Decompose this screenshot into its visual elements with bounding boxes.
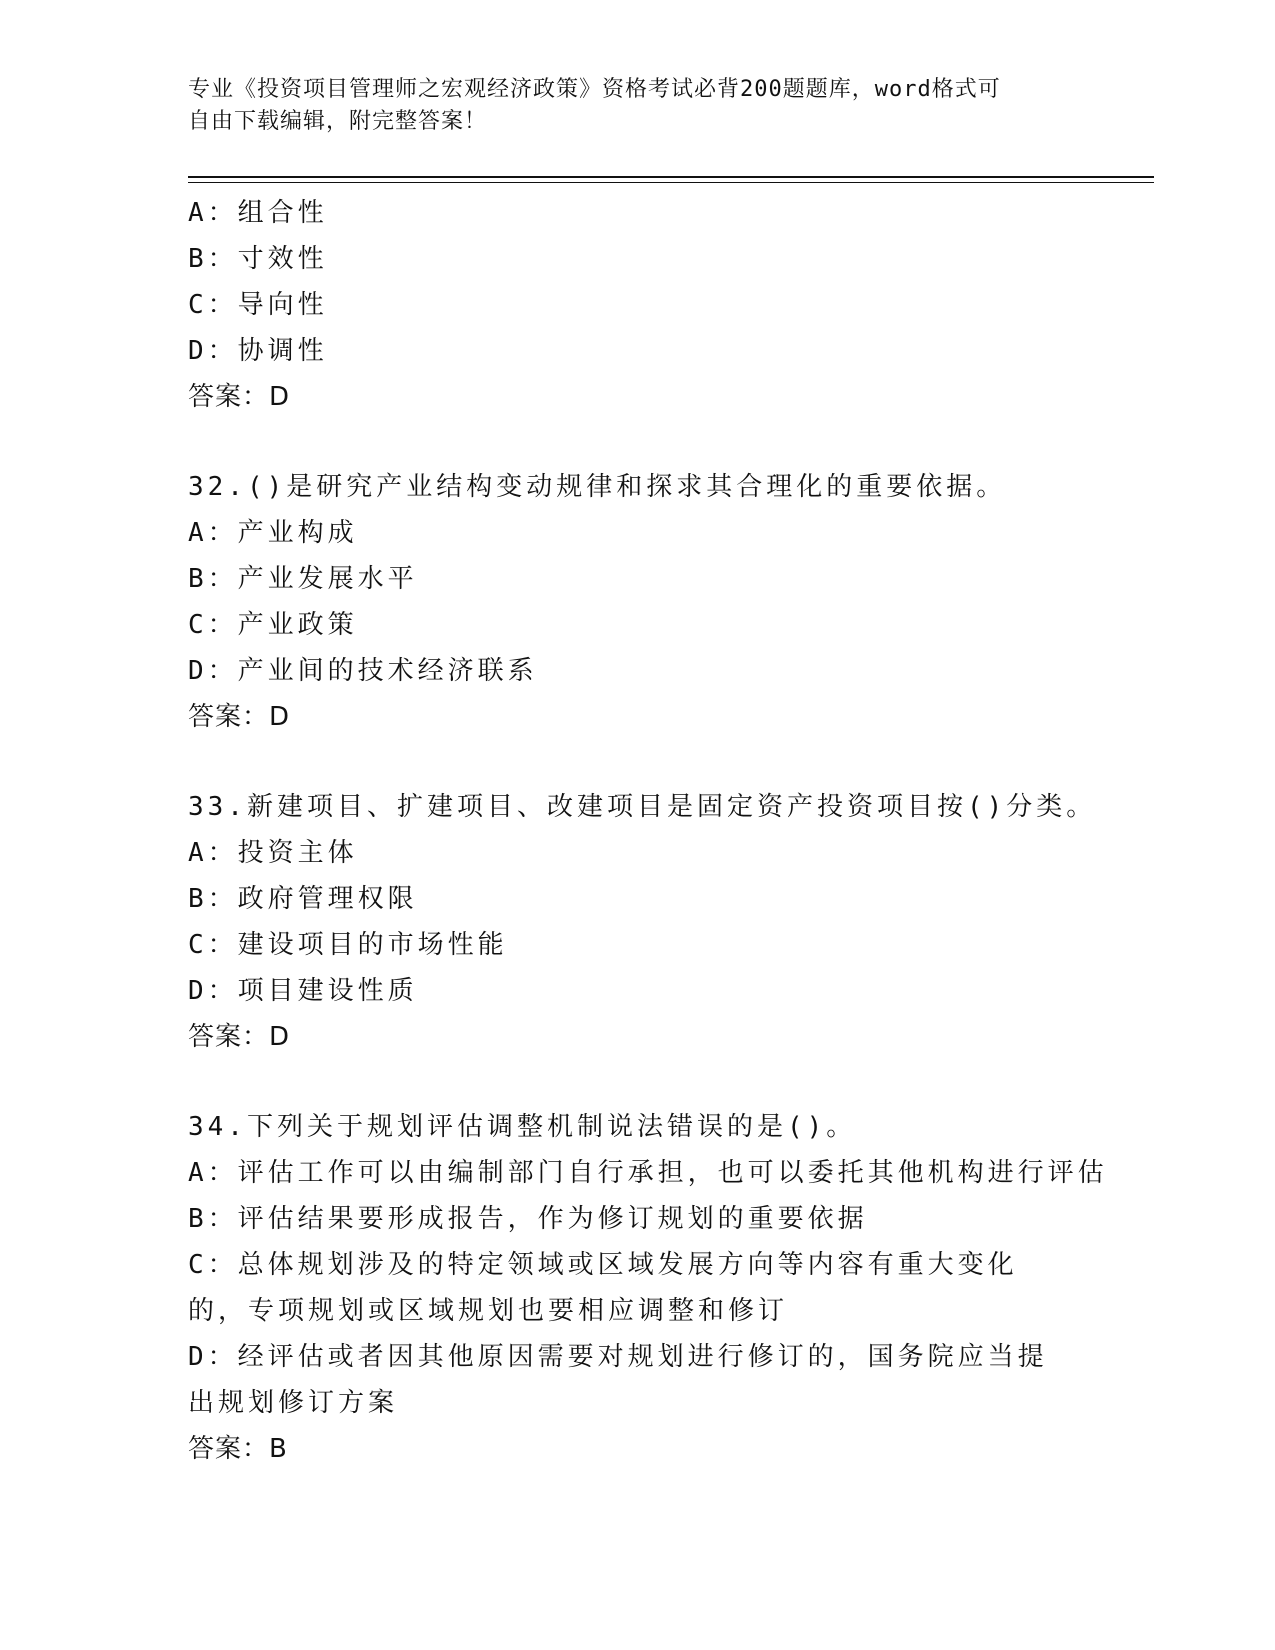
question-33	[188, 784, 1097, 1060]
document-header	[188, 74, 1058, 138]
question-32	[188, 464, 1068, 740]
option-a: A：组合性	[188, 198, 328, 228]
option-d: D：经评估或者因其他原因需要对规划进行修订的，国务院应当提出规划修订方案	[188, 1342, 1048, 1418]
header-line-1: 专业《投资项目管理师之宏观经济政策》资格考试必背200题题库，word格式可	[188, 77, 1001, 102]
option-b: B：产业发展水平	[188, 564, 418, 594]
option-a: A：产业构成	[188, 518, 358, 548]
answer: 答案：D	[188, 702, 291, 732]
option-c: C：总体规划涉及的特定领域或区域发展方向等内容有重大变化的，专项规划或区域规划也要相应调整和修订	[188, 1250, 1018, 1326]
option-a: A：评估工作可以由编制部门自行承担，也可以委托其他机构进行评估	[188, 1158, 1108, 1188]
option-b: B：评估结果要形成报告，作为修订规划的重要依据	[188, 1204, 868, 1234]
option-b: B：政府管理权限	[188, 884, 418, 914]
question-31	[188, 190, 1068, 420]
question-stem: 33.新建项目、扩建项目、改建项目是固定资产投资项目按()分类。	[188, 792, 1097, 822]
option-d: D：项目建设性质	[188, 976, 418, 1006]
header-rule-thin	[188, 182, 1154, 183]
option-c: C：建设项目的市场性能	[188, 930, 508, 960]
answer: 答案：D	[188, 1022, 291, 1052]
header-line-2: 自由下载编辑，附完整答案！	[188, 109, 488, 134]
question-list	[188, 190, 1108, 1472]
option-d: D：协调性	[188, 336, 328, 366]
answer: 答案：B	[188, 1434, 288, 1464]
question-34	[188, 1104, 1108, 1472]
option-c: C：产业政策	[188, 610, 358, 640]
option-c: C：导向性	[188, 290, 328, 320]
option-b: B：寸效性	[188, 244, 328, 274]
question-stem: 32.()是研究产业结构变动规律和探求其合理化的重要依据。	[188, 472, 1007, 502]
option-d: D：产业间的技术经济联系	[188, 656, 538, 686]
header-rule-thick	[188, 176, 1154, 178]
option-a: A：投资主体	[188, 838, 358, 868]
question-stem: 34.下列关于规划评估调整机制说法错误的是()。	[188, 1112, 857, 1142]
answer: 答案：D	[188, 382, 291, 412]
